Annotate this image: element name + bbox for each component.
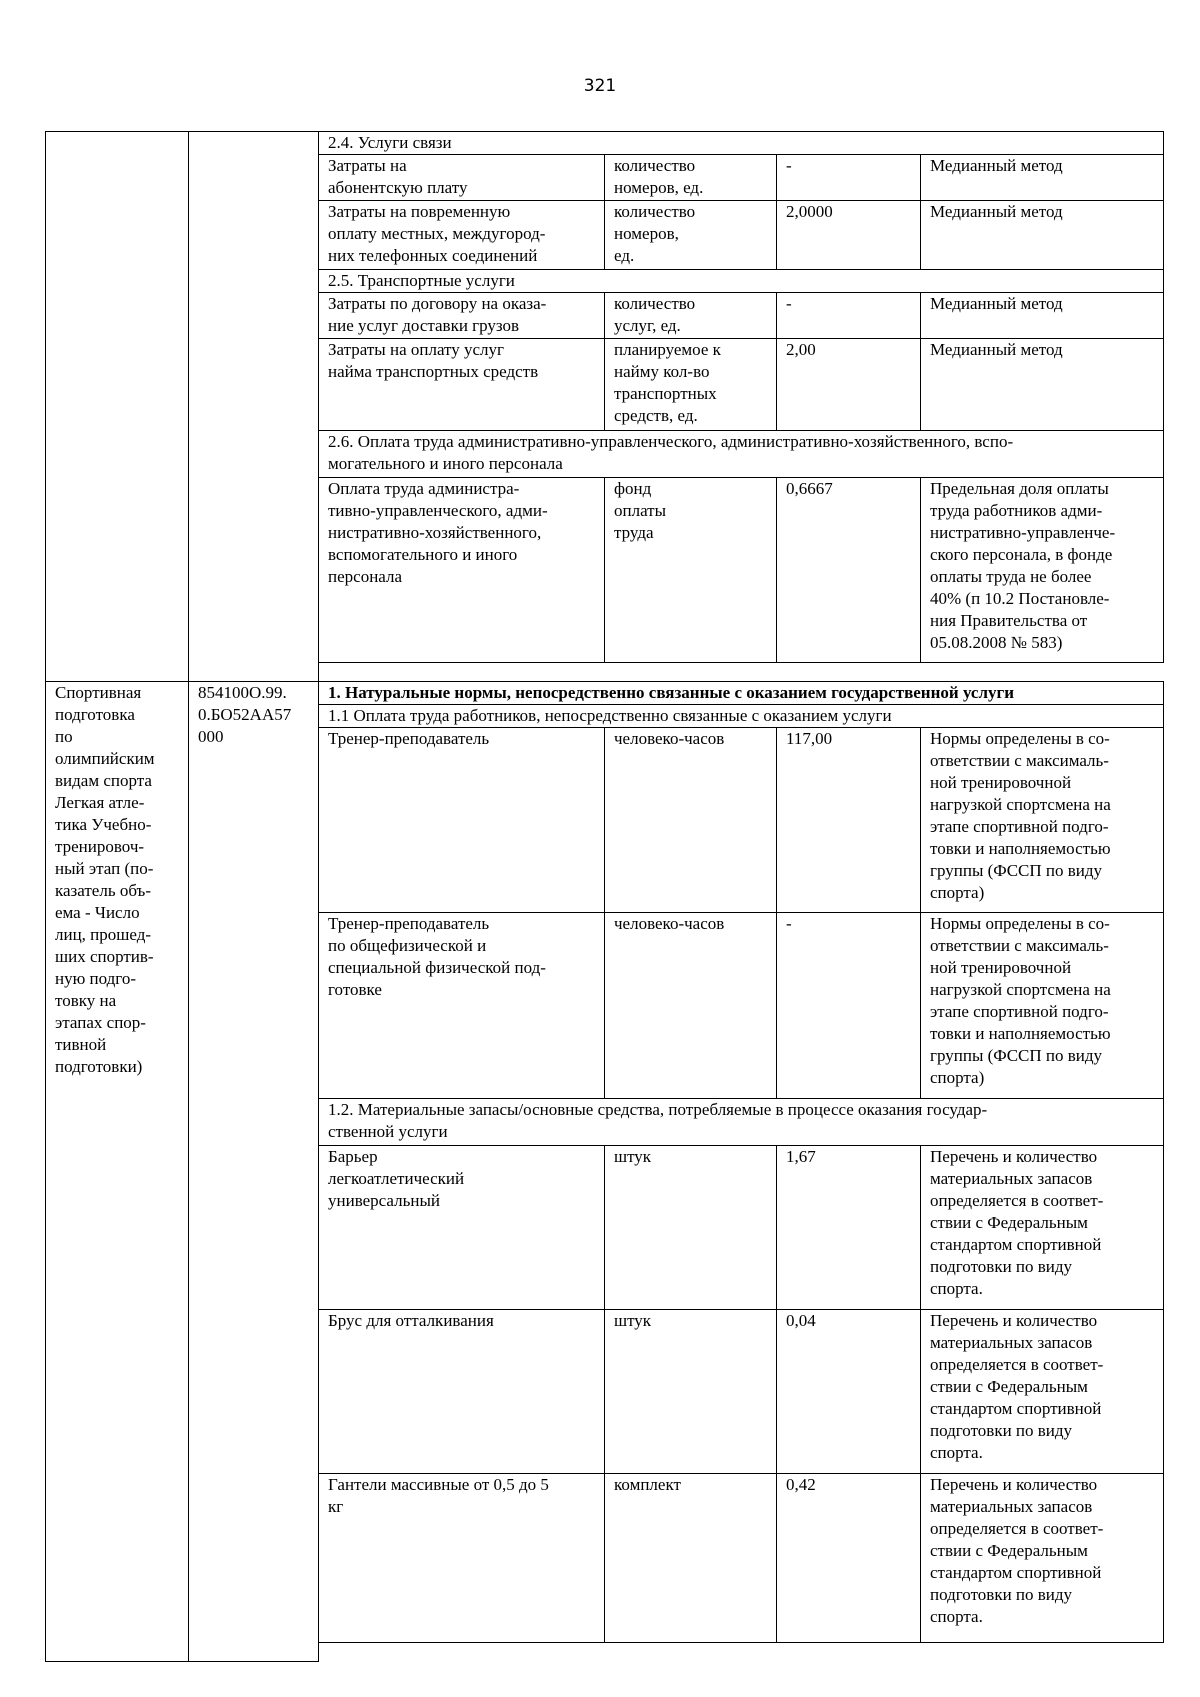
service-name: Спортивная подготовка по олимпийским видам спорта Легкая атле- тика Учебно- тренировоч- ный этап (по- казатель объ- ема - Число лиц, прошед- ших спортив- ную подго- товку на этапах спор- тивной подготовки): [46, 682, 189, 1662]
row-name: Затраты на оплату услуг найма транспортных средств: [319, 339, 605, 431]
row-method: Перечень и количество материальных запасов определяется в соответ- ствии с Федеральным стандартом спортивной подготовки по виду спорта.: [921, 1146, 1164, 1310]
norms-table: [45, 131, 1164, 1662]
row-value: 1,67: [777, 1146, 921, 1310]
empty-cell-code: [189, 132, 319, 682]
row-name: Гантели массивные от 0,5 до 5 кг: [319, 1474, 605, 1643]
row-value: 0,04: [777, 1310, 921, 1474]
row-unit: количество услуг, ед.: [605, 293, 777, 339]
row-name: Затраты по договору на оказа- ние услуг доставки грузов: [319, 293, 605, 339]
section-heading: 1.1 Оплата труда работников, непосредственно связанные с оказанием услуги: [319, 705, 1164, 728]
row-method: Перечень и количество материальных запасов определяется в соответ- ствии с Федеральным стандартом спортивной подготовки по виду спорта.: [921, 1310, 1164, 1474]
service-code: 854100О.99. 0.БО52АА57 000: [189, 682, 319, 1662]
row-value: 0,6667: [777, 478, 921, 663]
row-name: Оплата труда администра- тивно-управленческого, адми- нистративно-хозяйственного, вспомогательного и иного персонала: [319, 478, 605, 663]
row-unit: фонд оплаты труда: [605, 478, 777, 663]
row-value: 0,42: [777, 1474, 921, 1643]
row-unit: человеко-часов: [605, 728, 777, 913]
row-method: Нормы определены в со- ответствии с максималь- ной тренировочной нагрузкой спортсмена на этапе спортивной подго- товки и наполняемостью группы (ФССП по виду спорта): [921, 913, 1164, 1099]
empty-cell-service: [46, 132, 189, 682]
row-method: Предельная доля оплаты труда работников адми- нистративно-управленче- ского персонала, в фонде оплаты труда не более 40% (п 10.2 Постановле- ния Правительства от 05.08.2008 № 583): [921, 478, 1164, 663]
section-heading: 1.2. Материальные запасы/основные средства, потребляемые в процессе оказания государ- ственной услуги: [319, 1099, 1164, 1146]
row-name: Тренер-преподаватель по общефизической и специальной физической под- готовке: [319, 913, 605, 1099]
row-name: Затраты на абонентскую плату: [319, 155, 605, 201]
row-method: Нормы определены в со- ответствии с максималь- ной тренировочной нагрузкой спортсмена на этапе спортивной подго- товки и наполняемостью группы (ФССП по виду спорта): [921, 728, 1164, 913]
row-unit: человеко-часов: [605, 913, 777, 1099]
row-name: Барьер легкоатлетический универсальный: [319, 1146, 605, 1310]
section-heading: 2.4. Услуги связи: [319, 132, 1164, 155]
section-heading: 2.5. Транспортные услуги: [319, 270, 1164, 293]
row-name: Затраты на повременную оплату местных, междугород- них телефонных соединений: [319, 201, 605, 270]
row-value: 2,00: [777, 339, 921, 431]
row-method: Медианный метод: [921, 339, 1164, 431]
row-value: -: [777, 155, 921, 201]
row-unit: количество номеров, ед.: [605, 201, 777, 270]
row-unit: количество номеров, ед.: [605, 155, 777, 201]
row-value: -: [777, 913, 921, 1099]
row-method: Медианный метод: [921, 293, 1164, 339]
row-unit: штук: [605, 1146, 777, 1310]
row-unit: планируемое к найму кол-во транспортных средств, ед.: [605, 339, 777, 431]
row-name: Тренер-преподаватель: [319, 728, 605, 913]
row-value: 117,00: [777, 728, 921, 913]
section-heading: 2.6. Оплата труда административно-управленческого, административно-хозяйственного, вспо- могательного и иного персонала: [319, 431, 1164, 478]
row-unit: штук: [605, 1310, 777, 1474]
row-unit: комплект: [605, 1474, 777, 1643]
section-heading: 1. Натуральные нормы, непосредственно связанные с оказанием государственной услуги: [319, 682, 1164, 705]
page-number: 321: [583, 76, 617, 96]
row-method: Медианный метод: [921, 155, 1164, 201]
row-name: Брус для отталкивания: [319, 1310, 605, 1474]
row-method: Медианный метод: [921, 201, 1164, 270]
row-value: 2,0000: [777, 201, 921, 270]
row-value: -: [777, 293, 921, 339]
row-method: Перечень и количество материальных запасов определяется в соответ- ствии с Федеральным стандартом спортивной подготовки по виду спорта.: [921, 1474, 1164, 1643]
